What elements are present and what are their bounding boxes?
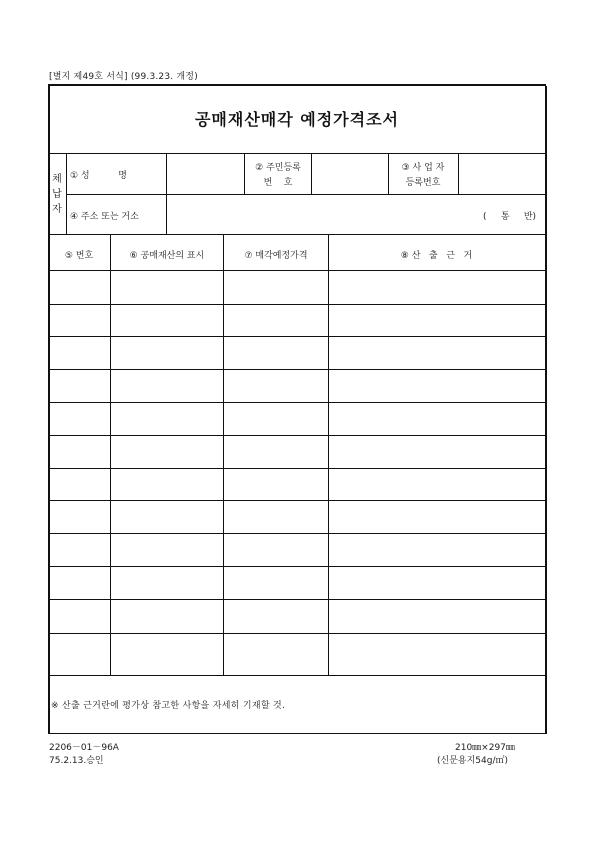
business-no-field[interactable]: [459, 155, 545, 193]
col-header-basis: ⑧ 산 출 근 거: [400, 251, 473, 261]
col-header-price: ⑦ 매각예정가격: [244, 251, 308, 261]
col-header-number: ⑤ 번호: [64, 251, 94, 261]
resident-no-label-line2: 번 호: [263, 178, 293, 188]
table-row[interactable]: [49, 305, 545, 335]
business-no-label-line1: ③ 사 업 자: [401, 163, 445, 173]
footnote: ※ 산출 근거란에 평가상 참고한 사항을 자세히 기재할 것.: [51, 701, 286, 711]
form-reference: [별지 제49호 서식] (99.3.23. 개정): [49, 72, 198, 82]
divider: [48, 234, 546, 235]
col-header-property: ⑥ 공매재산의 표시: [129, 251, 205, 261]
name-field[interactable]: [167, 155, 244, 193]
table-row[interactable]: [49, 271, 545, 303]
name-label: ① 성 명: [70, 171, 127, 181]
table-row[interactable]: [49, 567, 545, 598]
resident-no-field[interactable]: [312, 155, 388, 193]
table-row[interactable]: [49, 634, 545, 674]
paper-type: (신문용지54g/㎡): [437, 756, 508, 766]
table-row[interactable]: [49, 501, 545, 532]
approval-date: 75.2.13.승인: [49, 756, 104, 766]
table-row[interactable]: [49, 370, 545, 401]
business-no-label-line2: 등록번호: [405, 178, 441, 188]
table-row[interactable]: [49, 469, 545, 499]
form-code: 2206－01－96A: [49, 743, 119, 753]
taxpayer-side-char: 납: [52, 188, 62, 200]
table-row[interactable]: [49, 337, 545, 368]
taxpayer-side-label: [48, 154, 66, 234]
table-row[interactable]: [49, 403, 545, 434]
address-suffix: ( 통 반): [483, 212, 537, 222]
taxpayer-side-char: 체: [52, 173, 62, 185]
table-row[interactable]: [49, 534, 545, 565]
address-label: ④ 주소 또는 거소: [70, 212, 139, 222]
page-title: 공매재산매각 예정가격조서: [48, 84, 546, 154]
paper-size: 210㎜×297㎜: [455, 743, 515, 753]
resident-no-label-line1: ② 주민등록: [255, 163, 301, 173]
frame-right-border: [545, 86, 547, 734]
table-row[interactable]: [49, 600, 545, 632]
divider: [48, 675, 546, 676]
address-field[interactable]: [167, 195, 477, 233]
table-row[interactable]: [49, 436, 545, 467]
taxpayer-side-char: 자: [52, 203, 62, 215]
